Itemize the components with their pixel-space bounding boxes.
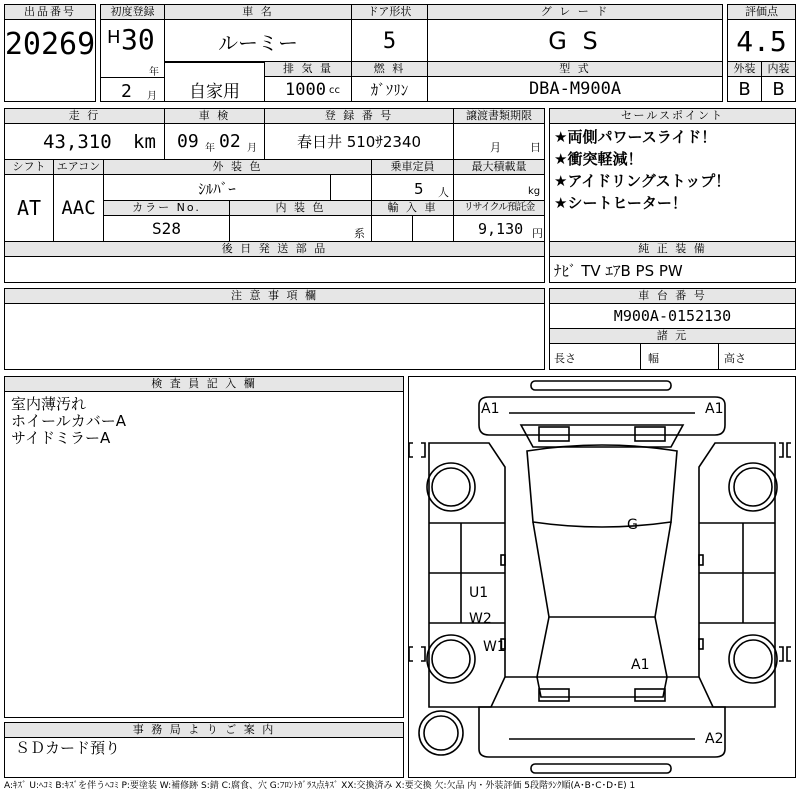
caution-label: 注 意 事 項 欄	[5, 289, 544, 304]
score: 4.5	[736, 24, 787, 58]
inspector-note: 室内薄汚れ	[11, 395, 87, 413]
color-no-cell	[103, 200, 230, 242]
fuel-label: 燃 料	[352, 62, 427, 77]
grade-label: グ レ ー ド	[428, 5, 722, 20]
grade-cell	[427, 4, 723, 62]
transfer-month: 月	[490, 141, 501, 154]
fuel: ｶﾞｿﾘﾝ	[370, 80, 409, 99]
inspection-label: 車 検	[165, 109, 264, 124]
chassis-number: M900A-0152130	[613, 307, 732, 325]
interior-label: 内装	[762, 62, 795, 77]
color-cell	[103, 159, 372, 201]
chassis-cell	[549, 288, 796, 370]
inspection-year: 09	[177, 131, 199, 152]
color-no-label: カラー No.	[104, 201, 229, 216]
int-color-label: 内 装 色	[230, 201, 371, 216]
capacity-label: 乗車定員	[372, 160, 453, 175]
recycle-amount: 9,130	[478, 220, 524, 238]
model: DBA-M900A	[528, 79, 622, 99]
dimensions-label: 諸 元	[550, 328, 795, 344]
inspection-year-unit: 年	[205, 143, 215, 154]
import-label: 輸 入 車	[372, 201, 453, 216]
sales-point: ★シートヒーター！	[554, 194, 687, 212]
car-name-label: 車 名	[165, 5, 351, 20]
equipment-cell	[549, 241, 796, 283]
lot-cell	[4, 4, 96, 102]
later-parts-cell	[4, 241, 545, 283]
cc-unit: cc	[329, 85, 340, 96]
height-label: 高さ	[724, 352, 746, 365]
width-label: 幅	[648, 352, 659, 365]
damage-code-legend: A:ｷｽﾞ U:ﾍｺﾐ B:ｷｽﾞを伴うﾍｺﾐ P:要塗装 W:補修跡 S:錆 C:腐食、穴 G:ﾌﾛﾝﾄｶﾞﾗｽ点ｷｽﾞ XX:交換済み X:要交換 欠:欠品 内・外装評価 5段階ﾗﾝｸ順(A･B･C･D･E) 1	[4, 781, 636, 791]
damage-mark: A1	[631, 657, 650, 673]
score-cell	[727, 4, 796, 62]
model-cell	[427, 61, 723, 102]
capacity-unit: 人	[438, 186, 449, 199]
sales-point: ★衝突軽減！	[554, 150, 643, 168]
reg-month: 2	[121, 81, 132, 102]
transfer-cell	[453, 108, 545, 160]
office-label: 事 務 局 よ り ご 案 内	[5, 723, 403, 738]
mileage-unit: km	[133, 131, 156, 153]
damage-mark: W2	[469, 611, 492, 627]
damage-mark: G	[627, 517, 638, 533]
door-count: 5	[382, 28, 397, 54]
shift-cell	[4, 159, 54, 242]
aircon: AAC	[61, 197, 96, 219]
inspection-cell	[164, 108, 265, 160]
shift: AT	[16, 196, 42, 220]
lot-label: 出品番号	[5, 5, 95, 20]
office-note: ＳＤカード預り	[15, 739, 121, 757]
plate-label: 登 録 番 号	[265, 109, 453, 124]
car-name: ルーミー	[218, 30, 298, 55]
damage-mark: A2	[705, 731, 724, 747]
fuel-cell	[351, 61, 428, 102]
reg-year-unit: 年	[149, 67, 159, 78]
plate-number: 春日井 510ｻ2340	[296, 132, 422, 151]
plate-cell	[264, 108, 454, 160]
car-name-cell	[164, 4, 352, 62]
mileage: 43,310	[43, 131, 112, 153]
load-label: 最大積載量	[454, 160, 544, 175]
exterior-label: 外装	[728, 62, 761, 77]
color-no: S28	[152, 218, 181, 238]
color-label: 外 装 色	[104, 160, 371, 175]
equipment-label: 純 正 装 備	[550, 242, 795, 257]
displacement-cell	[264, 61, 352, 102]
inspector-label: 検 査 員 記 入 欄	[5, 377, 403, 392]
recycle-label: リサイクル預託金	[454, 201, 544, 216]
interior-color-cell	[229, 200, 372, 242]
door-cell	[351, 4, 428, 62]
caution-cell	[4, 288, 545, 370]
chassis-label: 車 台 番 号	[550, 289, 795, 304]
transfer-day: 日	[530, 141, 541, 154]
reg-month-unit: 月	[147, 91, 157, 102]
damage-mark: A1	[705, 401, 724, 417]
displacement: 1000	[285, 80, 326, 100]
damage-mark: W1	[483, 639, 506, 655]
inspector-notes-cell	[4, 376, 404, 718]
exterior-score: B	[738, 78, 751, 100]
interior-score-cell	[761, 61, 796, 102]
damage-diagram	[408, 376, 796, 778]
int-color-unit: 系	[354, 227, 365, 240]
later-parts-label: 後 日 発 送 部 品	[5, 242, 544, 257]
aircon-cell	[53, 159, 104, 242]
sales-points-cell	[549, 108, 796, 244]
load-unit: kg	[528, 186, 541, 197]
inspection-month-unit: 月	[247, 143, 257, 154]
grade: G S	[548, 27, 602, 55]
inspection-month: 02	[219, 131, 241, 152]
model-label: 型 式	[428, 62, 722, 77]
inspector-note: ホイールカバーA	[11, 412, 126, 430]
first-registration-cell	[100, 4, 165, 102]
transfer-label: 譲渡書類期限	[454, 109, 544, 124]
capacity: 5	[414, 180, 424, 198]
damage-mark: U1	[469, 585, 489, 601]
era: H	[107, 27, 121, 48]
shift-label: シフト	[5, 160, 53, 175]
car-outline	[409, 377, 795, 777]
aircon-label: エアコン	[54, 160, 103, 175]
damage-mark: A1	[481, 401, 500, 417]
door-label: ドア形状	[352, 5, 427, 20]
load-cell	[453, 159, 545, 201]
lot-number: 20269	[4, 26, 96, 62]
mileage-label: 走 行	[5, 109, 164, 124]
sales-point: ★アイドリングストップ！	[554, 172, 731, 190]
import-cell	[371, 200, 454, 242]
interior-score: B	[772, 78, 785, 100]
displacement-label: 排 気 量	[265, 62, 351, 77]
score-label: 評価点	[728, 5, 795, 20]
sales-point: ★両側パワースライド！	[554, 128, 717, 146]
exterior-score-cell	[727, 61, 762, 102]
exterior-color: ｼﾙﾊﾞｰ	[198, 179, 236, 198]
recycle-unit: 円	[532, 227, 543, 240]
sales-label: セールスポイント	[550, 109, 795, 124]
history: 自家用	[189, 81, 240, 102]
office-notice-cell	[4, 722, 404, 778]
reg-year: 30	[121, 23, 155, 56]
length-label: 長さ	[554, 352, 576, 365]
first-reg-label: 初度登録	[101, 5, 164, 20]
recycle-cell	[453, 200, 545, 242]
capacity-cell	[371, 159, 454, 201]
mileage-cell	[4, 108, 165, 160]
history-label	[165, 62, 264, 63]
inspector-note: サイドミラーA	[11, 429, 111, 447]
equipment: ﾅﾋﾞ TV ｴｱB PS PW	[554, 262, 683, 280]
